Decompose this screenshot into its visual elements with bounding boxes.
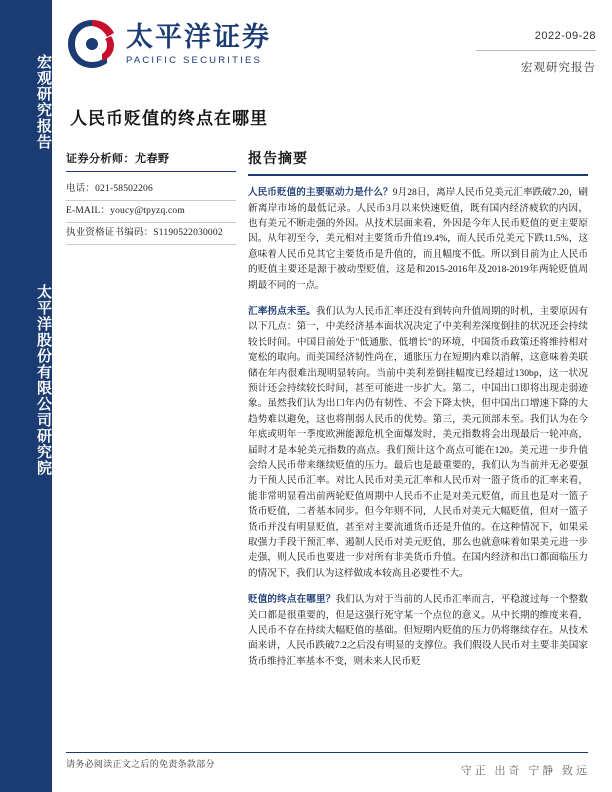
summary-paragraph: [248, 592, 588, 669]
analyst-phone: 电话：021-58502206: [66, 179, 236, 201]
footer-disclaimer: 请务必阅读正文之后的免责条款部分: [66, 759, 215, 769]
analyst-heading: 证券分析师：尤春野: [66, 150, 236, 172]
analyst-info-box: [66, 150, 236, 245]
band-text-top: 宏观研究报告: [35, 54, 51, 150]
left-sidebar-band: [0, 0, 52, 792]
report-type: 宏观研究报告: [521, 62, 596, 74]
document-header: [52, 0, 612, 92]
summary-heading: 报告摘要: [248, 152, 308, 167]
pacific-securities-logo-icon: [66, 18, 118, 70]
report-date: 2022-09-28: [534, 30, 596, 42]
page-title: 人民币贬值的终点在哪里: [70, 109, 268, 128]
paragraph-body: 我们认为人民币汇率还没有到转向升值周期的时机，主要原因有以下几点：第一，中美经济基本面状况决定了中美利差深度倒挂的状况还会持续较长时间。中国目前处于"低通胀、低增长"的环境，中国货币政策还将维持相对宽松的取向。而美国经济韧性尚在，通胀压力在短期内难以消解，这意味着美联储在年内很难出现明显转向。当前中美利差倒挂幅度已经超过130bp，这一状况预计还会持续较长时间，甚至可能进一步扩大。第二，中国出口即将出现走弱迹象。虽然我们认为出口年内仍有韧性、不会下降太快，但中国出口增速下降的大趋势难以避免，这也将削弱人民币的优势。第三，美元顶部未至。我们认为在今年底或明年一季度欧洲能源危机全面爆发时，美元指数将会出现最后一轮冲高，届时才是本轮美元指数的高点。我们预计这个高点可能在120。美元进一步升值会给人民币带来继续贬值的压力。最后也是最重要的，我们认为当前并无必要强力干预人民币汇率。对比人民币对美元汇率和人民币对一篮子货币的汇率来看，能非常明显看出前两轮贬值周期中人民币不止是对美元贬值，而且也是对一篮子货币贬值，二者基本同步。但今年则不同，人民币对美元大幅贬值，但对一篮子货币并没有明显贬值，甚至对主要流通货币还是升值的。在这种情况下，如果采取强力手段干预汇率、遏制人民币对美元贬值，那么也就意味着如果美元进一步走强，则人民币也要进一步对所有非美货币升值。在国内经济和出口都面临压力的情况下，我们认为这样做成本较高且必要性不大。: [248, 305, 589, 579]
brand-name-cn: 太平洋证券: [126, 21, 271, 52]
header-divider: [476, 50, 596, 51]
summary-paragraph: [248, 185, 588, 293]
paragraph-lead: 汇率拐点未至。: [248, 305, 317, 317]
summary-divider: [248, 174, 588, 176]
brand-logo: [66, 18, 271, 70]
analyst-email: E-MAIL：youcy@tpyzq.com: [66, 201, 236, 223]
footer-divider: [66, 752, 588, 753]
footer-seal-text: 守正 出奇 宁静 致远: [460, 765, 590, 777]
summary-paragraph: [248, 304, 588, 581]
paragraph-body: 我们认为对于当前的人民币汇率而言，平稳渡过每一个整数关口都是很重要的，但是这强行死守某一个点位的意义。从中长期的维度来看，人民币不存在持续大幅贬值的基础。但短期内贬值的压力仍将继续存在。从技术面来讲，人民币跌破7.2之后没有明显的支撑位。我们假设人民币对主要非美国家货币维持汇率基本不变，则未来人民币贬: [248, 594, 589, 667]
brand-name-en: PACIFIC SECURITIES: [126, 54, 263, 66]
header-meta: [476, 30, 596, 75]
analyst-license: 执业资格证书编码：S1190522030002: [66, 223, 236, 245]
brand-logo-text: [126, 22, 271, 67]
left-band-inner: [0, 0, 52, 792]
paragraph-lead: 贬值的终点在哪里？: [248, 594, 336, 606]
band-text-bottom: 太平洋股份有限公司研究院: [35, 284, 51, 476]
report-summary: [248, 148, 588, 680]
paragraph-lead: 人民币贬值的主要驱动力是什么？: [248, 187, 393, 199]
paragraph-body: 9月28日，离岸人民币兑美元汇率跌破7.20，刷新离岸市场的最低记录。人民币3月以来快速贬值，既有国内经济疲软的内因，也有美元不断走强的外因。从技术层面来看，外因是今年人民币贬值的更主要原因。从年初至今，美元相对主要货币升值19.4%，而人民币兑美元下跌11.5%，这意味着人民币兑其它主要货币是升值的，而且幅度不低。所以到目前为止人民币的贬值主要还是源于被动型贬值，这是和2015-2016年及2018-2019年两轮贬值周期最不同的一点。: [248, 187, 589, 291]
